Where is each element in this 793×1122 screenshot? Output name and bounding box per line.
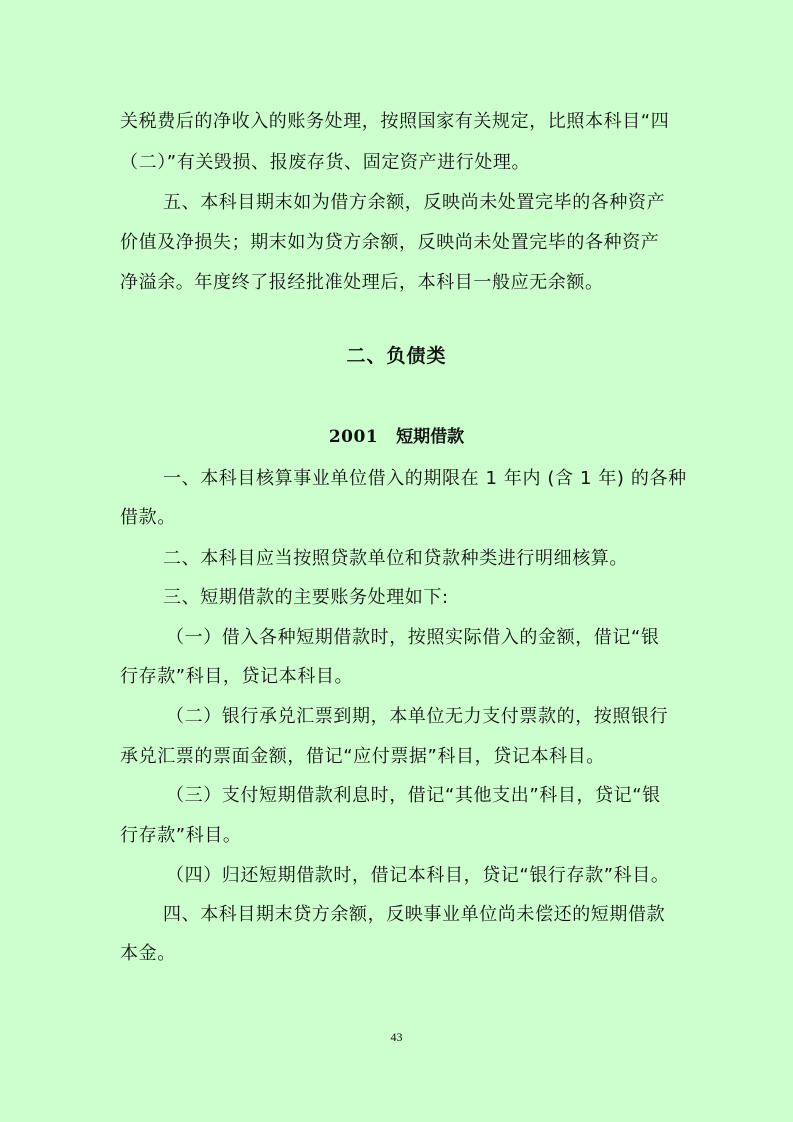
text-line: （一）借入各种短期借款时，按照实际借入的金额，借记“银: [166, 627, 660, 648]
account-code: 2001: [328, 427, 379, 447]
text-line: （二）”有关毁损、报废存货、固定资产进行处理。: [120, 152, 531, 173]
section-heading: 二、负债类: [346, 345, 447, 367]
text-line: 关税费后的净收入的账务处理，按照国家有关规定，比照本科目“四: [120, 111, 670, 132]
text-line: 净溢余。年度终了报经批准处理后，本科目一般应无余额。: [120, 272, 604, 293]
account-heading: [0, 423, 793, 451]
text-line: 价值及净损失；期末如为贷方余额，反映尚未处置完毕的各种资产: [120, 232, 660, 253]
text-line: 一、本科目核算事业单位借入的期限在 1 年内 (含 1 年) 的各种: [163, 468, 687, 489]
account-name: 短期借款: [396, 427, 465, 447]
text-line: 本金。: [120, 943, 176, 964]
text-line: 五、本科目期末如为借方余额，反映尚未处置完毕的各种资产: [163, 192, 666, 213]
page-number: 43: [390, 1030, 403, 1044]
text-line: （二）银行承兑汇票到期，本单位无力支付票款的，按照银行: [166, 706, 669, 727]
text-line: 行存款”科目，贷记本科目。: [120, 666, 354, 687]
text-line: 二、本科目应当按照贷款单位和贷款种类进行明细核算。: [163, 548, 628, 569]
text-line: 借款。: [120, 507, 176, 528]
text-line: （四）归还短期借款时，借记本科目，贷记“银行存款”科目。: [166, 865, 670, 886]
text-line: 承兑汇票的票面金额，借记“应付票据”科目，贷记本科目。: [120, 746, 605, 767]
text-line: 行存款”科目。: [120, 825, 242, 846]
text-line: 三、短期借款的主要账务处理如下:: [163, 587, 449, 608]
text-line: （三）支付短期借款利息时，借记“其他支出”科目，贷记“银: [166, 785, 661, 806]
text-line: 四、本科目期末贷方余额，反映事业单位尚未偿还的短期借款: [163, 904, 666, 925]
